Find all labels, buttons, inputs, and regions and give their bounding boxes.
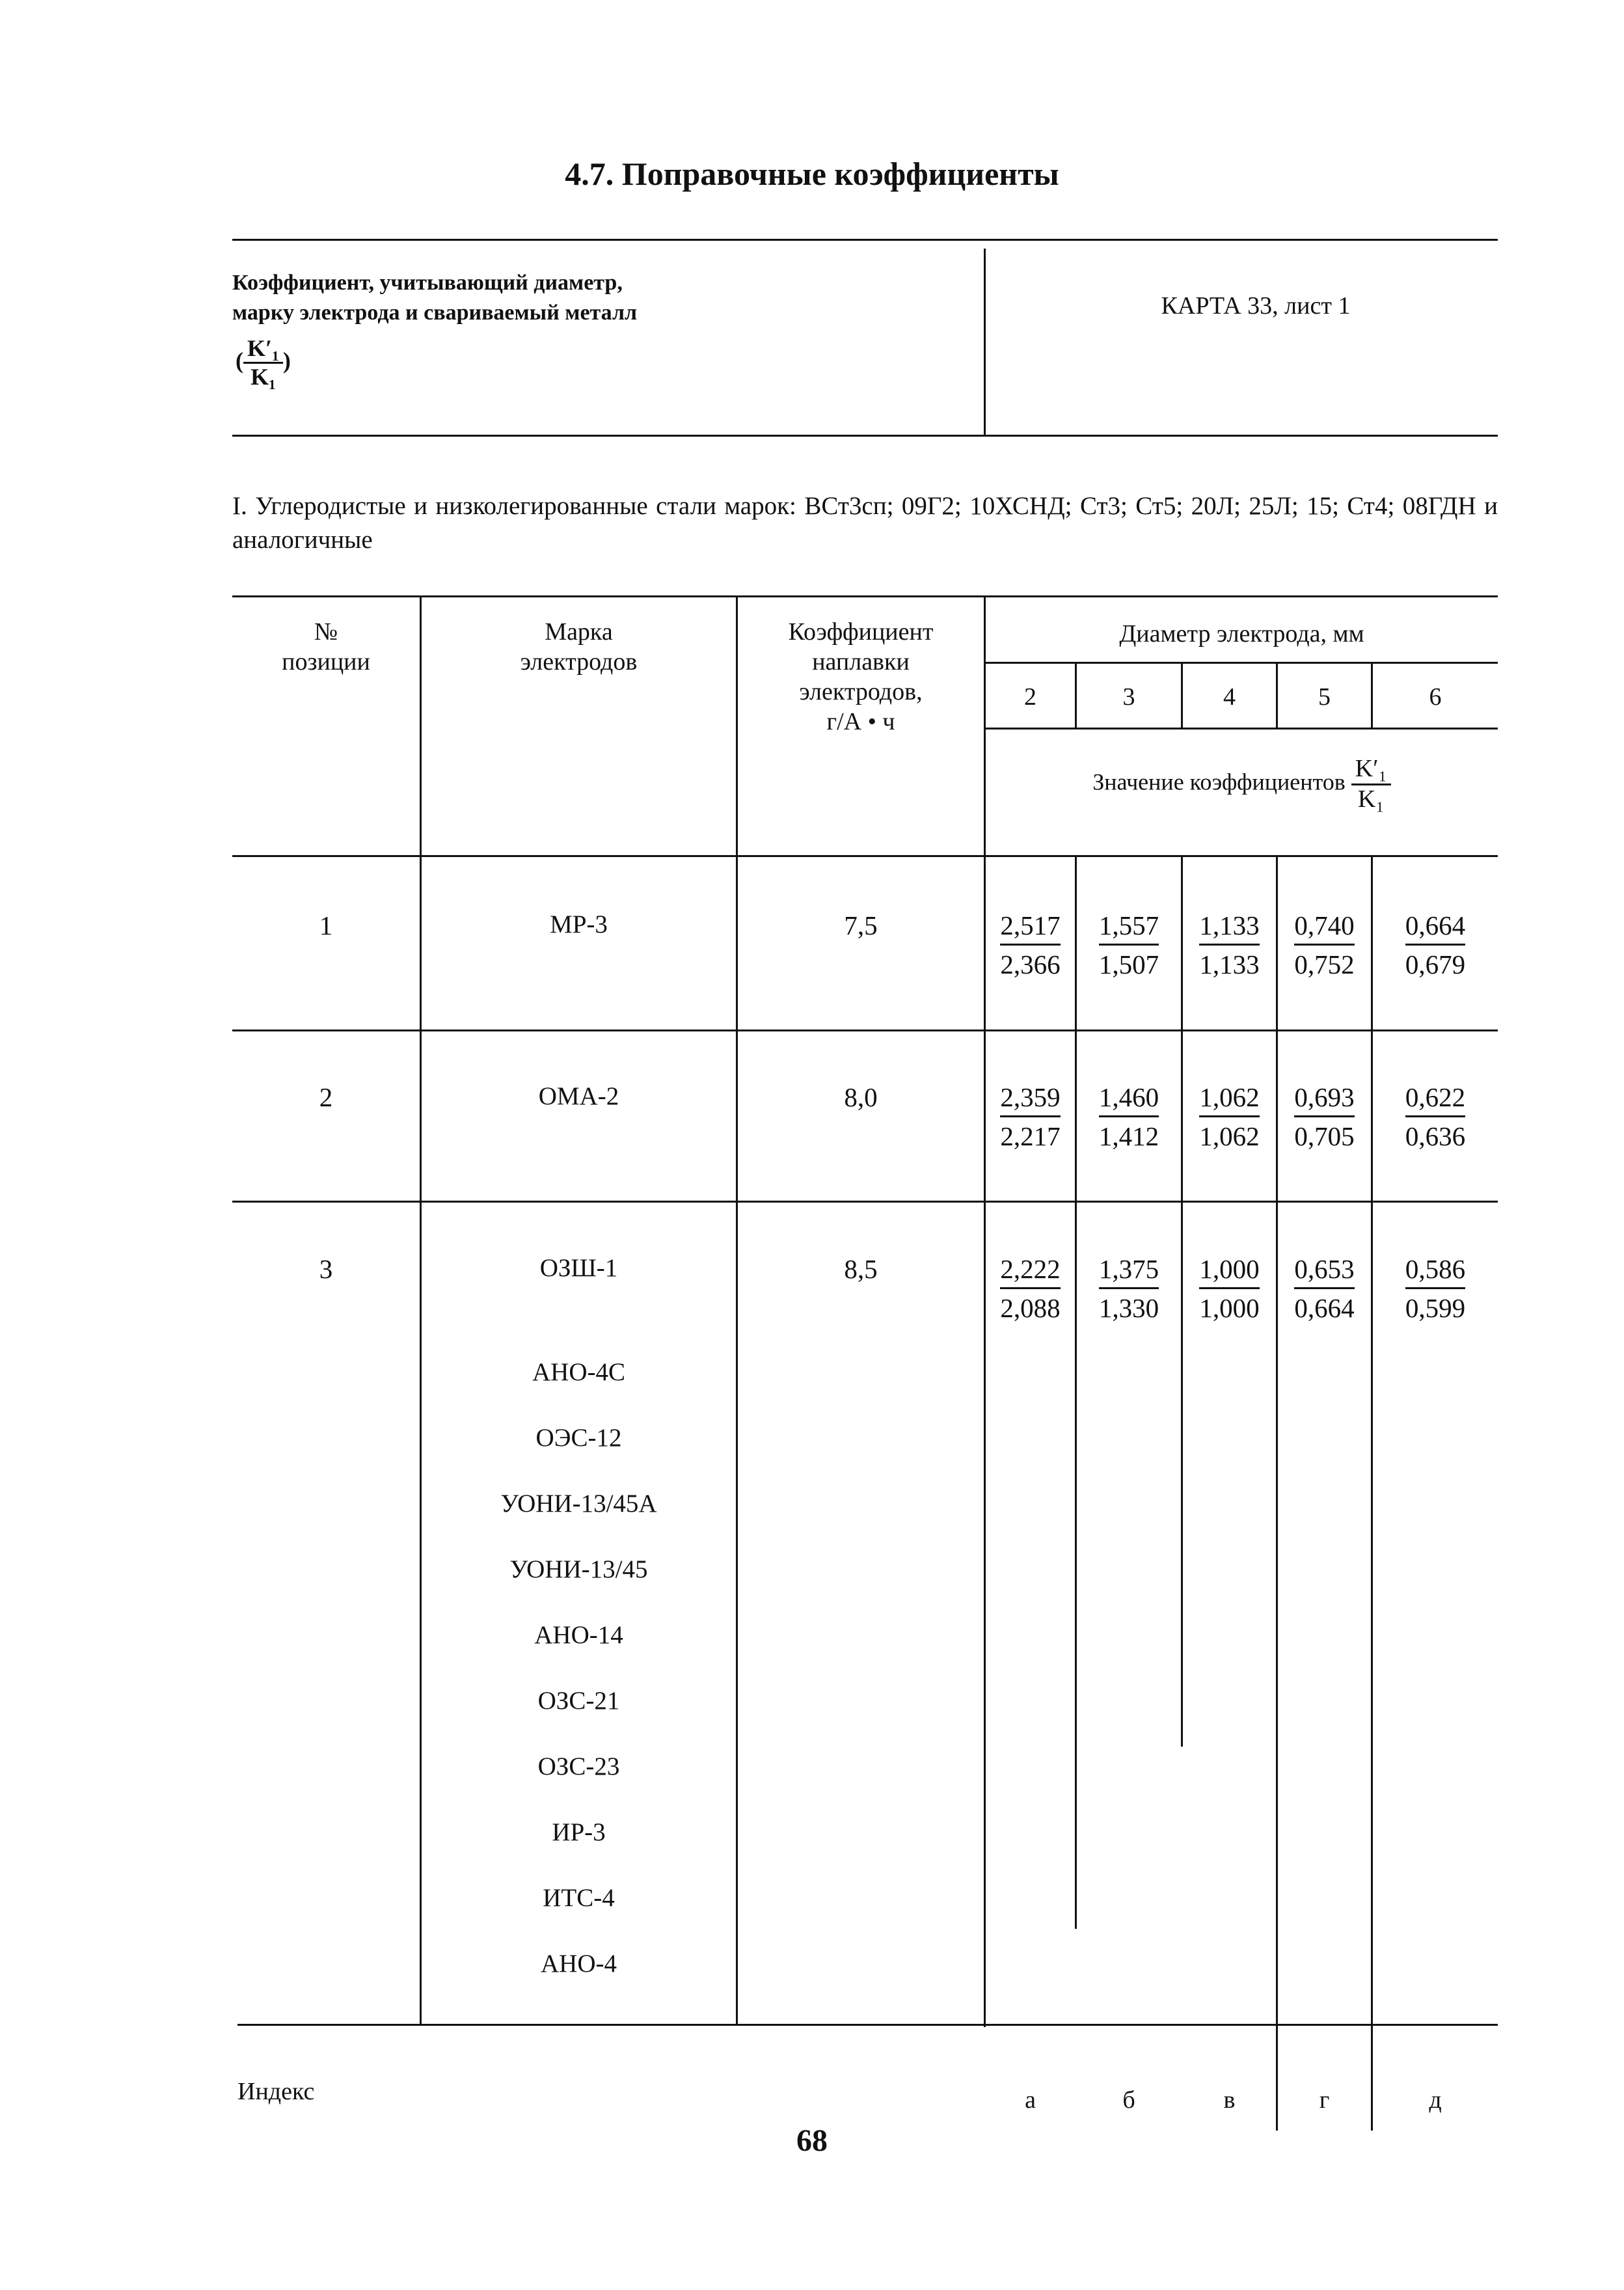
diameter-6: 6	[1429, 683, 1442, 711]
header-ratio: ( $\frac{\text{K′₁}}{\text{K₁}}$ )	[236, 335, 291, 390]
diam-header-rule	[984, 662, 1498, 664]
row2-coef: 8,0	[844, 1082, 878, 1112]
row2-d4: 1,062 1,062	[1183, 1079, 1276, 1155]
col-header-number: № позиции	[282, 618, 370, 675]
row1-brand: МР-3	[550, 910, 608, 938]
row3-d2: 2,222 2,088	[986, 1251, 1075, 1327]
row1-bottom-rule	[232, 1029, 1498, 1031]
header-description-line2: марку электрода и свариваемый металл	[232, 301, 638, 325]
value-ratio-numerator: K′₁	[1351, 755, 1391, 785]
page-number: 68	[796, 2123, 828, 2158]
row3-d6: 0,586 0,599	[1373, 1251, 1498, 1327]
row3-brand-9: ИР-3	[552, 1818, 606, 1846]
index-g: г	[1319, 2086, 1330, 2114]
col-divider-2	[736, 595, 738, 2025]
diam-values-rule	[984, 728, 1498, 729]
row3-brand-11: АНО-4	[541, 1950, 617, 1978]
section-text: I. Углеродистые и низколегированные стали марок: ВСт3сп; 09Г2; 10ХСНД; Ст3; Ст5; 20Л; 25Л; 15; Ст4; 08ГДН и аналогичные	[232, 492, 1498, 554]
header-bottom-rule	[232, 435, 1498, 437]
row3-brand-6: АНО-14	[534, 1621, 623, 1649]
header-divider	[984, 249, 986, 436]
row3-d3: 1,375 1,330	[1077, 1251, 1181, 1327]
row1-number: 1	[319, 910, 333, 940]
diameter-3: 3	[1122, 683, 1135, 711]
table-header-bottom-rule	[232, 855, 1498, 857]
header-ratio-denominator: K₁	[250, 364, 276, 390]
row3-brand-2: АНО-4С	[532, 1358, 625, 1386]
index-b: б	[1122, 2086, 1135, 2114]
row3-coef: 8,5	[844, 1254, 878, 1284]
row3-brand-1: ОЗШ-1	[539, 1254, 618, 1282]
row1-d4: 1,133 1,133	[1183, 907, 1276, 983]
row1-d3: 1,557 1,507	[1077, 907, 1181, 983]
row2-d2: 2,359 2,217	[986, 1079, 1075, 1155]
row2-number: 2	[319, 1082, 333, 1112]
row3-d5: 0,653 0,664	[1278, 1251, 1371, 1327]
index-v: в	[1223, 2086, 1236, 2114]
table-top-rule	[232, 595, 1498, 597]
value-caption-label: Значение коэффициентов	[1092, 769, 1346, 795]
row3-d4: 1,000 1,000	[1183, 1251, 1276, 1327]
row3-number: 3	[319, 1254, 333, 1284]
header-description	[232, 268, 968, 328]
col-header-brand: Марка электродов	[520, 618, 638, 675]
table-bottom-rule	[237, 2024, 1498, 2026]
row2-d5: 0,693 0,705	[1278, 1079, 1371, 1155]
index-label: Индекс	[237, 2078, 315, 2105]
row2-d6: 0,622 0,636	[1373, 1079, 1498, 1155]
diameter-5: 5	[1318, 683, 1331, 711]
row3-brand-8: ОЗС-23	[537, 1752, 620, 1780]
value-caption	[986, 755, 1498, 813]
header-description-line1: Коэффициент, учитывающий диаметр,	[232, 271, 623, 295]
row3-brand-7: ОЗС-21	[537, 1687, 620, 1715]
header-top-rule	[232, 239, 1498, 241]
row2-bottom-rule	[232, 1201, 1498, 1203]
index-a: а	[1025, 2086, 1036, 2114]
row1-d5: 0,740 0,752	[1278, 907, 1371, 983]
section-heading: 4.7. Поправочные коэффициенты	[565, 156, 1059, 192]
row2-brand: ОМА-2	[538, 1082, 619, 1110]
diameter-2: 2	[1024, 683, 1036, 711]
card-label: КАРТА 33, лист 1	[1161, 292, 1351, 320]
diameter-4: 4	[1223, 683, 1236, 711]
col-divider-1	[420, 595, 422, 2025]
row3-brand-3: ОЭС-12	[535, 1424, 622, 1452]
row1-d2: 2,517 2,366	[986, 907, 1075, 983]
col-header-coef: Коэффициент наплавки электродов, г/А • ч	[788, 618, 934, 735]
row1-coef: 7,5	[844, 910, 878, 940]
values-divider-1	[1075, 855, 1077, 1929]
col-header-diameter: Диаметр электрода, мм	[1119, 620, 1364, 647]
row3-brand-5: УОНИ-13/45	[509, 1555, 648, 1583]
row3-brand-10: ИТС-4	[543, 1884, 615, 1912]
value-ratio-denominator: K₁	[1357, 785, 1385, 813]
row2-d3: 1,460 1,412	[1077, 1079, 1181, 1155]
values-divider-4	[1371, 855, 1373, 2131]
row3-brand-4: УОНИ-13/45А	[500, 1490, 657, 1518]
values-divider-3	[1276, 855, 1278, 2131]
index-d: д	[1429, 2086, 1442, 2114]
row1-d6: 0,664 0,679	[1373, 907, 1498, 983]
header-ratio-numerator: K′₁	[243, 335, 283, 364]
